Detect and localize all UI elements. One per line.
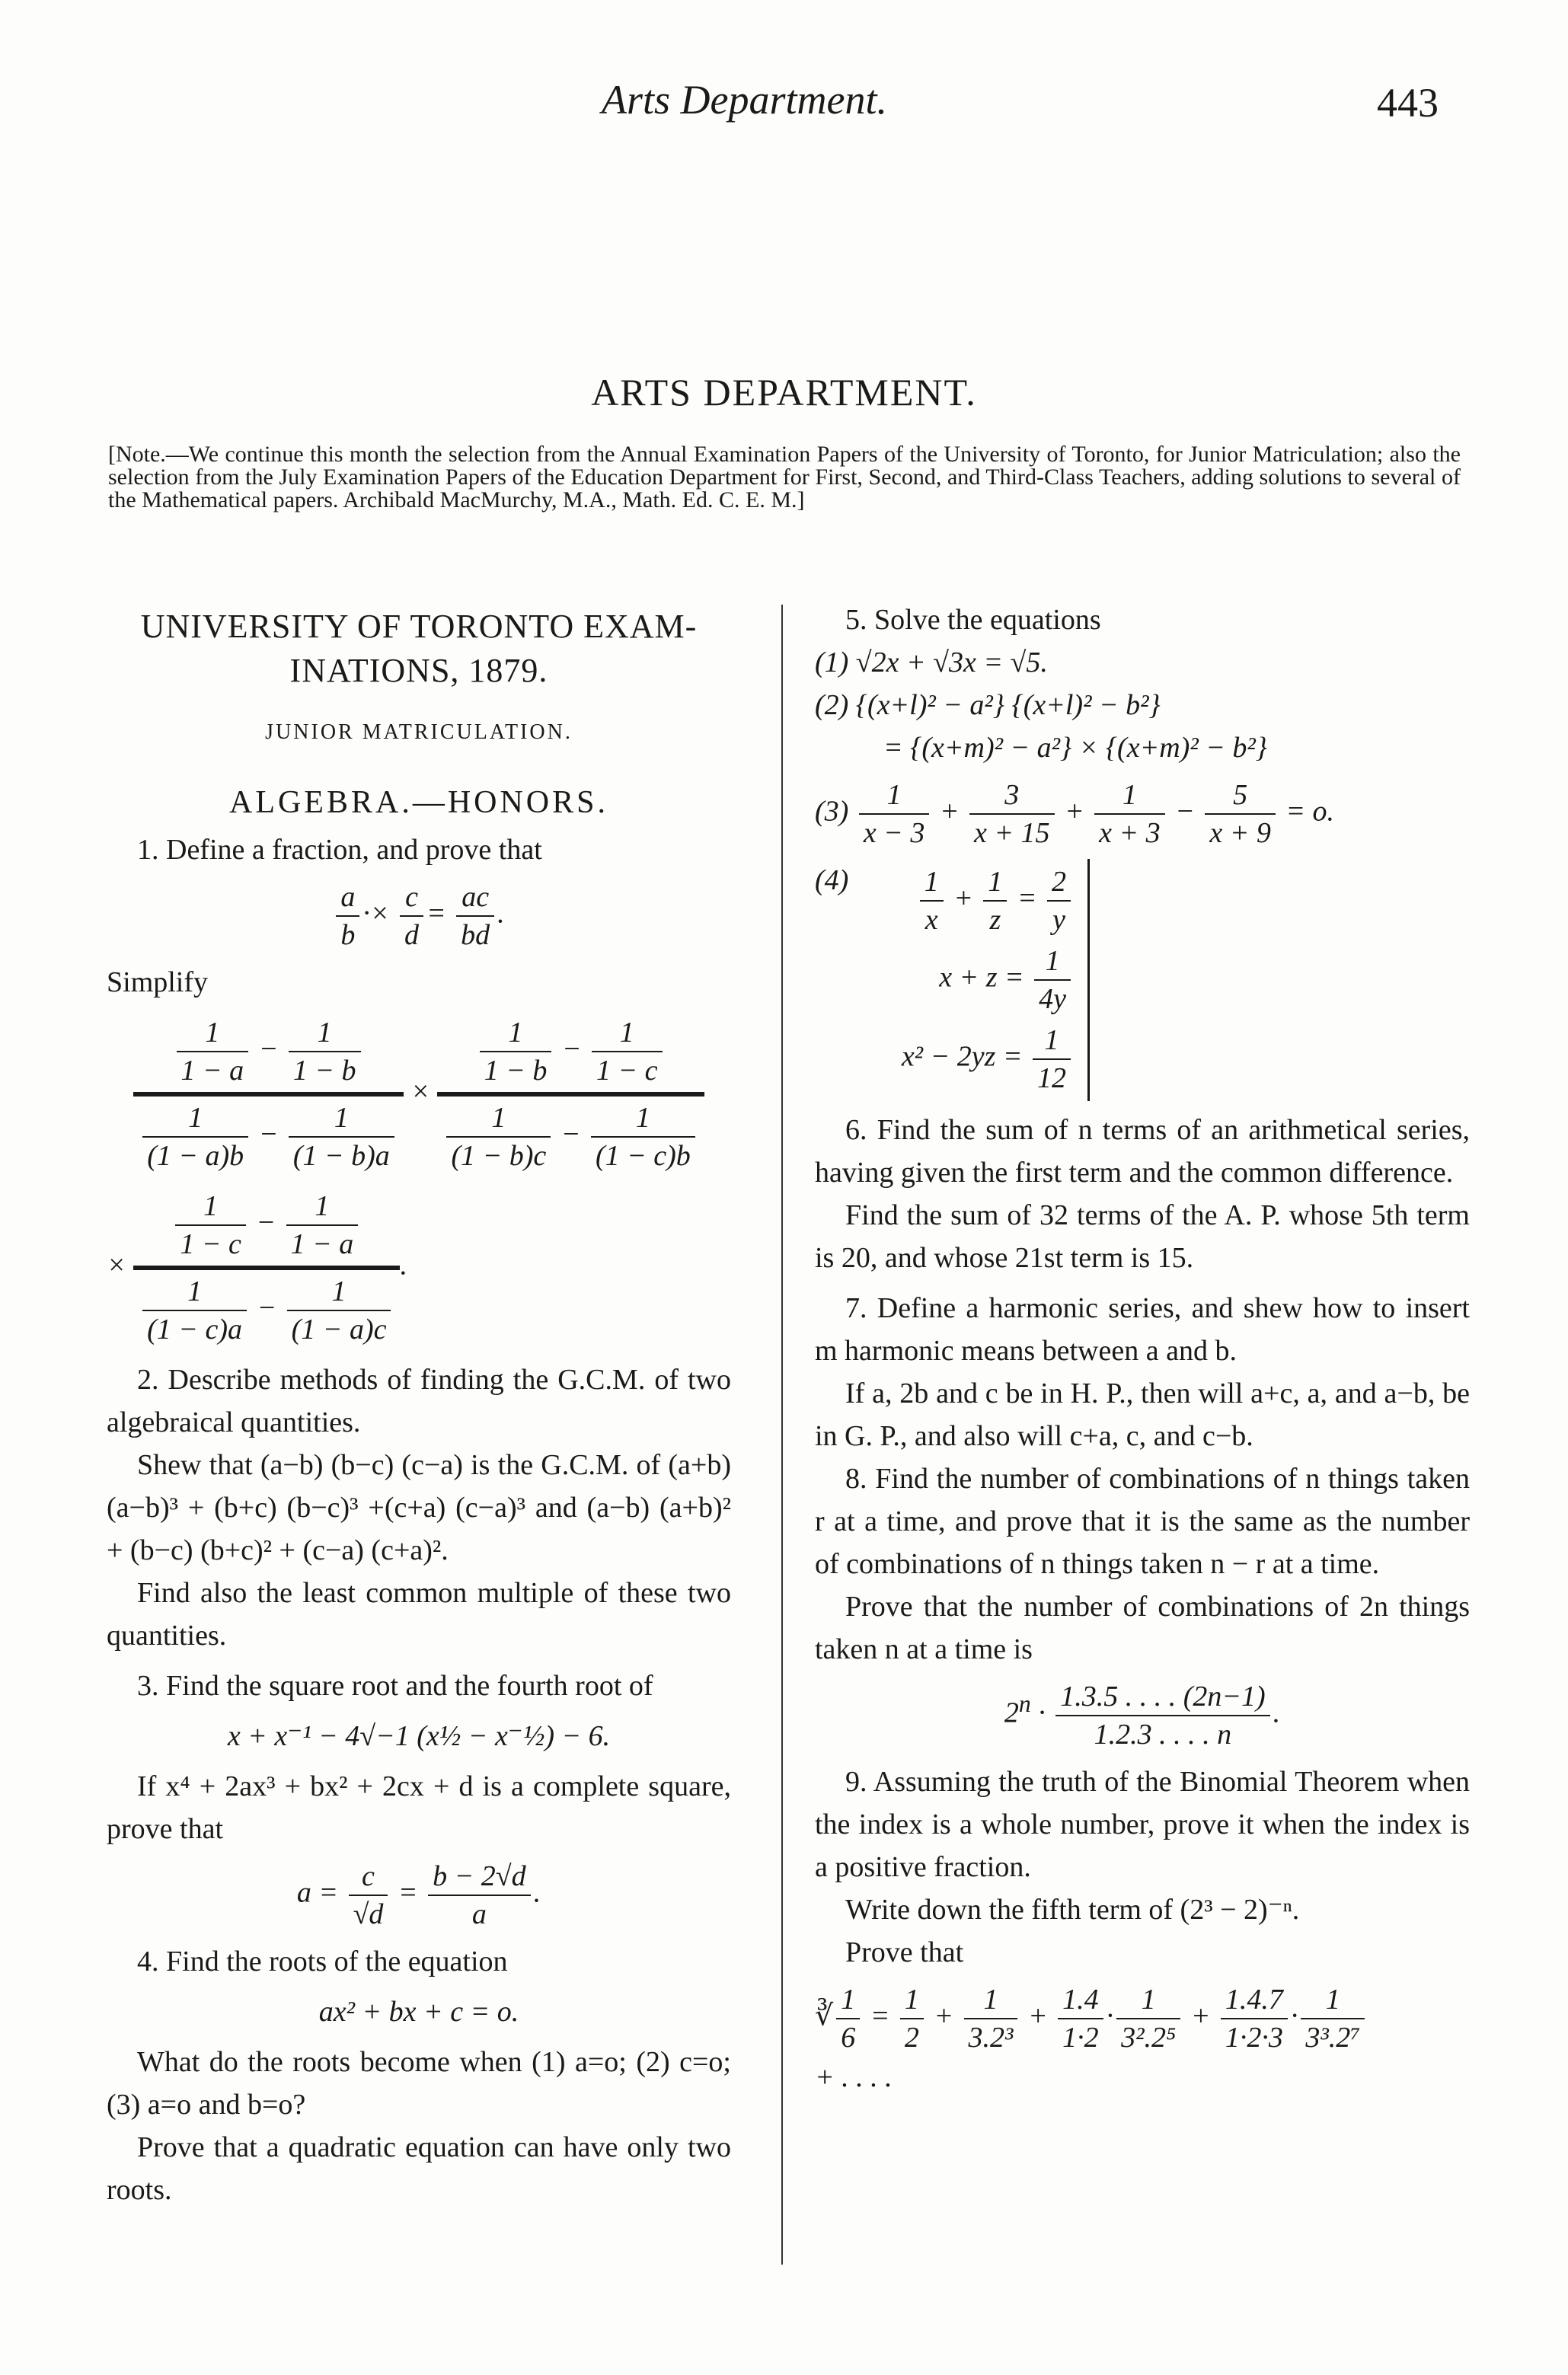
- question-8a: 8. Find the number of combinations of n things taken r at a time, and prove that it is the same as the number of combinations of n things taken n − r at a time.: [815, 1463, 1470, 1580]
- question-5: 5. Solve the equations: [845, 604, 1101, 636]
- exam-title-line-2: INATIONS, 1879.: [289, 652, 548, 689]
- question-2c: Find also the least common multiple of these two quantities.: [107, 1577, 731, 1652]
- q5-eq-1: (1) √2x + √3x = √5.: [815, 646, 1048, 678]
- question-4b: What do the roots become when (1) a=o; (2) c=o; (3) a=o and b=o?: [107, 2046, 731, 2121]
- simplify-expression-1: $\frac{1}{1 - a}$ − $\frac{1}{1 - b}$ $\frac{1}{(1 - a)b}$ − $\frac{1}{(1 - b)a}$ × $\frac{1}{1 - b}$ − $\frac{1}{1 - c}$ $\frac{1}{(1 - b)c}$ − $\frac{1}{(1 - c)b}$: [107, 1011, 731, 1177]
- q8-formula: $2^n$ · $\frac{1.3.5 . . . . (2n-1)}{1.2.3 . . . . n}$ .: [815, 1678, 1470, 1753]
- right-column: [815, 599, 1470, 2099]
- section-title: ARTS DEPARTMENT.: [591, 371, 977, 413]
- simplify-expression-2: × $\frac{1}{1 - c}$ − $\frac{1}{1 - a}$ $\frac{1}{(1 - c)a}$ − $\frac{1}{(1 - a)c}$ .: [107, 1185, 731, 1351]
- question-7b: If a, 2b and c be in H. P., then will a+c, a, and a−b, be in G. P., and also will c+a, c, and c−b.: [815, 1377, 1470, 1452]
- question-9a: 9. Assuming the truth of the Binomial Theorem when the index is a whole number, prove it when the index is a positive fraction.: [815, 1766, 1470, 1883]
- q1-formula: $\frac{a}{b}$ ·× $\frac{c}{d}$ = $\frac{ac}{bd}$ .: [107, 879, 731, 953]
- q5-eq-4: (4) $\frac{1}{x}$ + $\frac{1}{z}$ = $\frac{2}{y}$ x + z = $\frac{1}{4y}$ x² − 2yz = $\frac{1}{12}$: [815, 859, 1470, 1101]
- question-2b: Shew that (a−b) (b−c) (c−a) is the G.C.M. of (a+b) (a−b)³ + (b+c) (b−c)³ +(c+a) (c−a)³ and (a−b) (a+b)² + (b−c) (b+c)² + (c−a) (c+a)².: [107, 1449, 731, 1566]
- page-number: 443: [1377, 80, 1439, 126]
- question-4c: Prove that a quadratic equation can have only two roots.: [107, 2131, 731, 2206]
- question-2a: 2. Describe methods of finding the G.C.M. of two algebraical quantities.: [107, 1364, 731, 1438]
- exam-level: JUNIOR MATRICULATION.: [265, 720, 573, 744]
- q9-formula: ∛ $\frac{1}{6}$ = $\frac{1}{2}$ + $\frac{1}{\text{3.2³}}$ + $\frac{1.4}{1\cdot 2}$ · $\frac{1}{\text{3².2⁵}}$ + $\frac{1.4.7}{1\cdot 2\cdot 3}$ · $\frac{1}{\text{3³.2⁷}}$: [815, 1981, 1470, 2056]
- column-divider: [781, 605, 783, 2265]
- exam-title-line-1: UNIVERSITY OF TORONTO EXAM-: [140, 608, 698, 645]
- running-head: Arts Department.: [602, 77, 887, 123]
- q5-eq-4-label: (4): [815, 864, 849, 896]
- subject-heading: ALGEBRA.—HONORS.: [228, 785, 609, 820]
- q3-result-formula: a = $\frac{c}{√d}$ = $\frac{b - 2√d}{a}$ .: [107, 1858, 731, 1933]
- question-3a: 3. Find the square root and the fourth root of: [137, 1670, 653, 1702]
- question-8b: Prove that the number of combinations of 2n things taken n at a time is: [815, 1591, 1470, 1665]
- q5-eq-2b: = {(x+m)² − a²} × {(x+m)² − b²}: [883, 732, 1267, 764]
- question-1: 1. Define a fraction, and prove that: [137, 834, 542, 866]
- question-6a: 6. Find the sum of n terms of an arithmetical series, having given the first term and the common difference.: [815, 1114, 1470, 1189]
- simplify-label: Simplify: [107, 966, 209, 998]
- q3-formula: x + x⁻¹ − 4√−1 (x½ − x⁻½) − 6.: [227, 1720, 611, 1752]
- question-9c: Prove that: [845, 1936, 964, 1968]
- left-column: [107, 605, 731, 2211]
- q5-eq-2a: (2) {(x+l)² − a²} {(x+l)² − b²}: [815, 689, 1161, 721]
- exam-title: [107, 605, 731, 693]
- q9-formula-tail: + . . . .: [815, 2061, 893, 2093]
- question-7a: 7. Define a harmonic series, and shew how to insert m harmonic means between a and b.: [815, 1292, 1470, 1367]
- q4-formula: ax² + bx + c = o.: [318, 1996, 519, 2028]
- question-4a: 4. Find the roots of the equation: [137, 1946, 508, 1978]
- question-9b: Write down the fifth term of (2³ − 2)⁻ⁿ.: [845, 1894, 1300, 1926]
- question-3b: If x⁴ + 2ax³ + bx² + 2cx + d is a complete square, prove that: [107, 1770, 731, 1845]
- question-6b: Find the sum of 32 terms of the A. P. whose 5th term is 20, and whose 21st term is 15.: [815, 1199, 1470, 1274]
- q5-eq-3: (3) $\frac{1}{x - 3}$ + $\frac{3}{x + 15}$ + $\frac{1}{x + 3}$ − $\frac{5}{x + 9}$ = o.: [815, 777, 1470, 851]
- editor-note: [Note.—We continue this month the selection from the Annual Examination Papers of the University of Toronto, for Junior Matriculation; also the selection from the July Examination Papers of the Education Department for First, Second, and Third-Class Teachers, adding solutions to several of the Mathematical papers. Archibald MacMurchy, M.A., Math. Ed. C. E. M.]: [108, 442, 1461, 512]
